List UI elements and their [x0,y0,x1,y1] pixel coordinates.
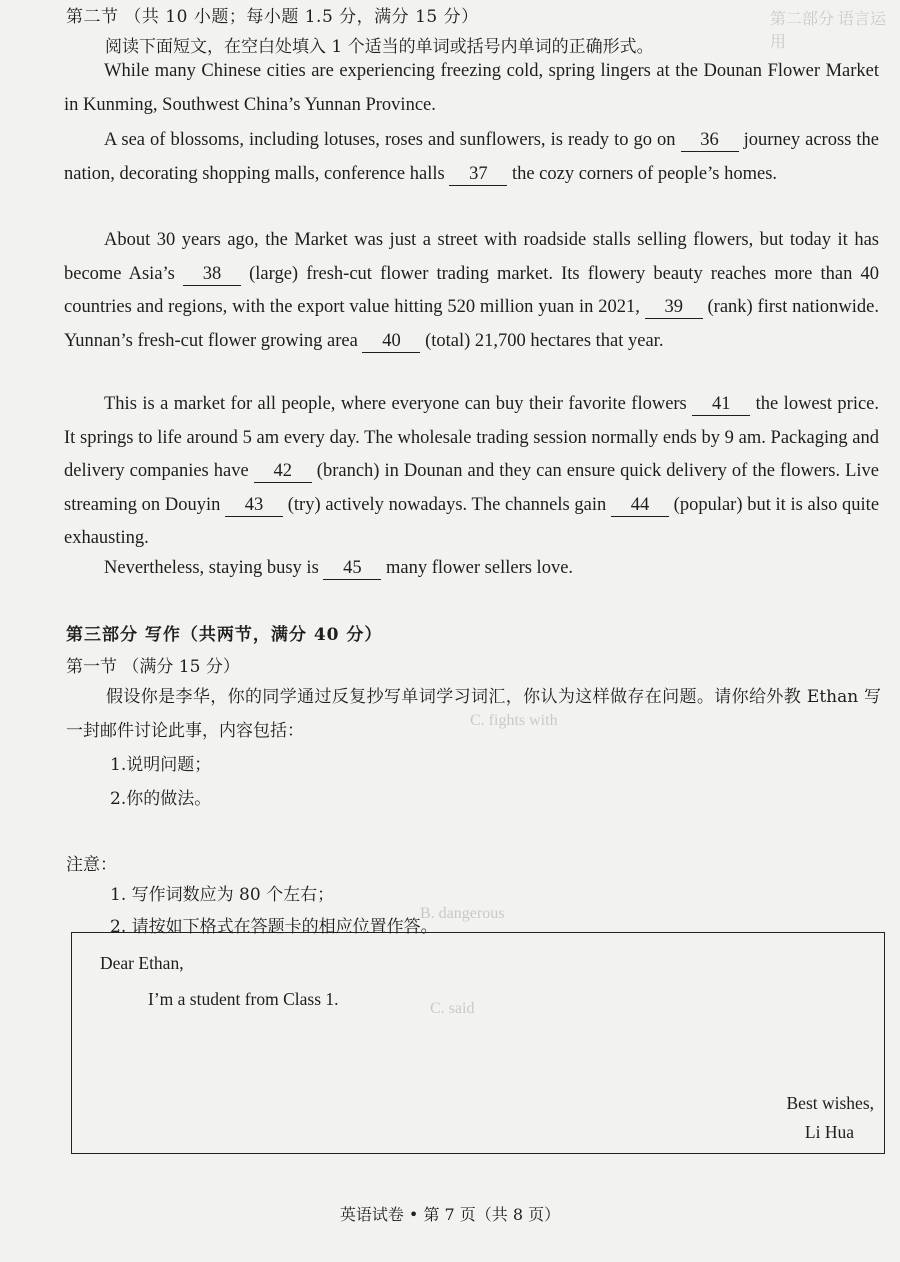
blank-41: 41 [692,393,750,416]
instruction: 阅读下面短文，在空白处填入 1 个适当的单词或括号内单词的正确形式。 [105,37,654,57]
section1-header: 第一节 （满分 15 分） [66,657,240,677]
part3-header: 第三部分 写作（共两节，满分 40 分） [66,625,383,645]
bleed-through-text: C. fights with [470,712,558,729]
page-footer: 英语试卷 • 第 7 页（共 8 页） [339,1205,561,1224]
blank-37: 37 [449,163,507,186]
note-label: 注意： [66,855,117,875]
letter-closing: Best wishes, [786,1093,874,1113]
note-item: 2. 请按如下格式在答题卡的相应位置作答。 [110,917,438,937]
bleed-through-text: B. dangerous [420,905,505,922]
blank-38: 38 [183,263,241,286]
blank-43: 43 [225,494,283,517]
writing-prompt: 假设你是李华，你的同学通过反复抄写单词学习词汇，你认为这样做存在问题。请你给外教 Ethan 写一封邮件讨论此事，内容包括： [66,687,881,741]
letter-opening: I’m a student from Class 1. [148,989,339,1009]
blank-44: 44 [611,494,669,517]
letter-greeting: Dear Ethan, [100,953,184,973]
blank-40: 40 [362,330,420,353]
letter-signature: Li Hua [804,1122,854,1142]
section2-header: 第二节 （共 10 小题；每小题 1.5 分，满分 15 分） [66,7,479,27]
passage-paragraph-2: A sea of blossoms, including lotuses, roses and sunflowers, is ready to go on 36 journey across the nation, decorating shopping malls, conference halls 37 the cozy corners of people’s homes. [64,130,879,184]
note-item: 1. 写作词数应为 80 个左右； [110,885,335,905]
bleed-through-text: 第二部分 语言运用 [770,11,887,51]
requirement-item: 1.说明问题； [110,755,212,775]
blank-45: 45 [323,557,381,580]
passage-paragraph-5: Nevertheless, staying busy is 45 many flower sellers love. [104,558,574,578]
blank-39: 39 [645,296,703,319]
passage-paragraph-3: About 30 years ago, the Market was just a street with roadside stalls selling flowers, but today it has become Asia’s 38 (large) fresh-cut flower trading market. Its flowery beauty reaches more than 40 countries and regions, with the export value hitting 520 million yuan in 2021, 39 (rank) first nationwide. Yunnan’s fresh-cut flower growing area 40 (total) 21,700 hectares that year. [64,230,879,351]
letter-format-box [71,932,885,1154]
passage-paragraph-1: While many Chinese cities are experiencing freezing cold, spring lingers at the Dounan Flower Market in Kunming, Southwest China’s Yunnan Province. [64,61,879,115]
passage-paragraph-4: This is a market for all people, where everyone can buy their favorite flowers 41 the lowest price. It springs to life around 5 am every day. The wholesale trading session normally ends by 9 am. Packaging and delivery companies have 42 (branch) in Dounan and they can ensure quick delivery of the flowers. Live streaming on Douyin 43 (try) actively nowadays. The channels gain 44 (popular) but it is also quite exhausting. [64,394,880,548]
blank-36: 36 [681,129,739,152]
requirement-item: 2.你的做法。 [110,789,212,809]
blank-42: 42 [254,460,312,483]
bleed-through-text: C. said [430,1000,475,1017]
